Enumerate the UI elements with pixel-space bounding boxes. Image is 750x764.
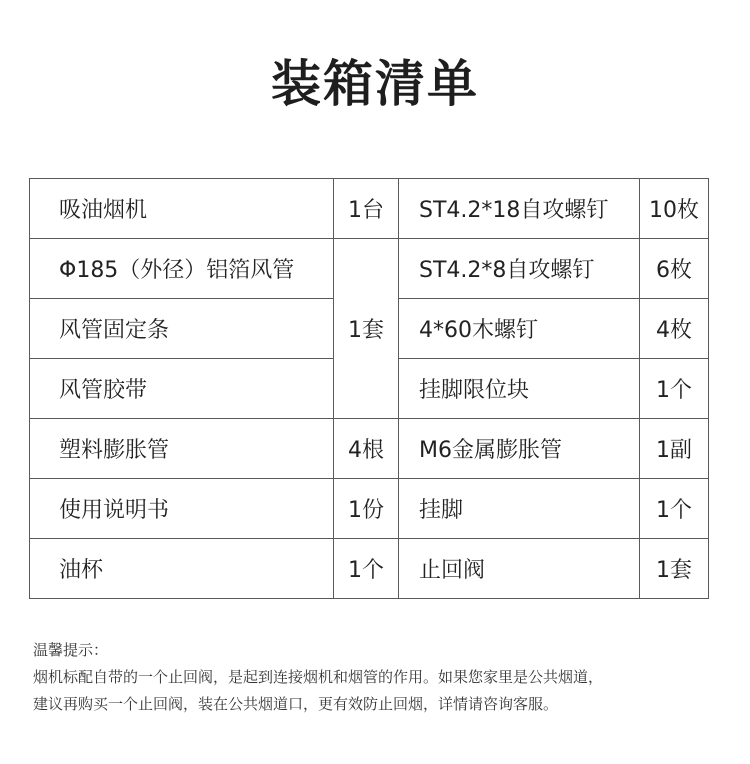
item-quantity: 4枚: [640, 299, 709, 359]
item-name: Φ185（外径）铝箔风管: [30, 239, 334, 299]
merged-item-quantity: 1套: [334, 239, 399, 419]
table-row: [30, 539, 709, 599]
item-name: 4*60木螺钉: [399, 299, 640, 359]
item-name: 使用说明书: [30, 479, 334, 539]
item-quantity: 1个: [640, 479, 709, 539]
packing-list-table: [29, 178, 709, 599]
table-row: [30, 239, 709, 299]
item-name: 塑料膨胀管: [30, 419, 334, 479]
item-quantity: 6枚: [640, 239, 709, 299]
table-row: [30, 479, 709, 539]
tip-note: [33, 637, 733, 718]
item-quantity: 10枚: [640, 179, 709, 239]
item-name: 挂脚限位块: [399, 359, 640, 419]
table-row: [30, 419, 709, 479]
item-quantity: 1套: [640, 539, 709, 599]
item-name: ST4.2*8自攻螺钉: [399, 239, 640, 299]
tip-line: 建议再购买一个止回阀，装在公共烟道口，更有效防止回烟，详情请咨询客服。: [33, 695, 559, 713]
item-name: 止回阀: [399, 539, 640, 599]
item-name: 吸油烟机: [30, 179, 334, 239]
item-quantity: 1台: [334, 179, 399, 239]
tip-line: 烟机标配自带的一个止回阀，是起到连接烟机和烟管的作用。如果您家里是公共烟道，: [33, 668, 604, 686]
item-quantity: 1个: [640, 359, 709, 419]
item-quantity: 4根: [334, 419, 399, 479]
item-name: 风管胶带: [30, 359, 334, 419]
item-name: 油杯: [30, 539, 334, 599]
tip-heading: 温馨提示：: [33, 641, 109, 659]
item-name: ST4.2*18自攻螺钉: [399, 179, 640, 239]
item-name: M6金属膨胀管: [399, 419, 640, 479]
page-title: 装箱清单: [271, 55, 479, 113]
item-quantity: 1副: [640, 419, 709, 479]
table-row: [30, 179, 709, 239]
item-quantity: 1个: [334, 539, 399, 599]
item-name: 风管固定条: [30, 299, 334, 359]
item-name: 挂脚: [399, 479, 640, 539]
item-quantity: 1份: [334, 479, 399, 539]
